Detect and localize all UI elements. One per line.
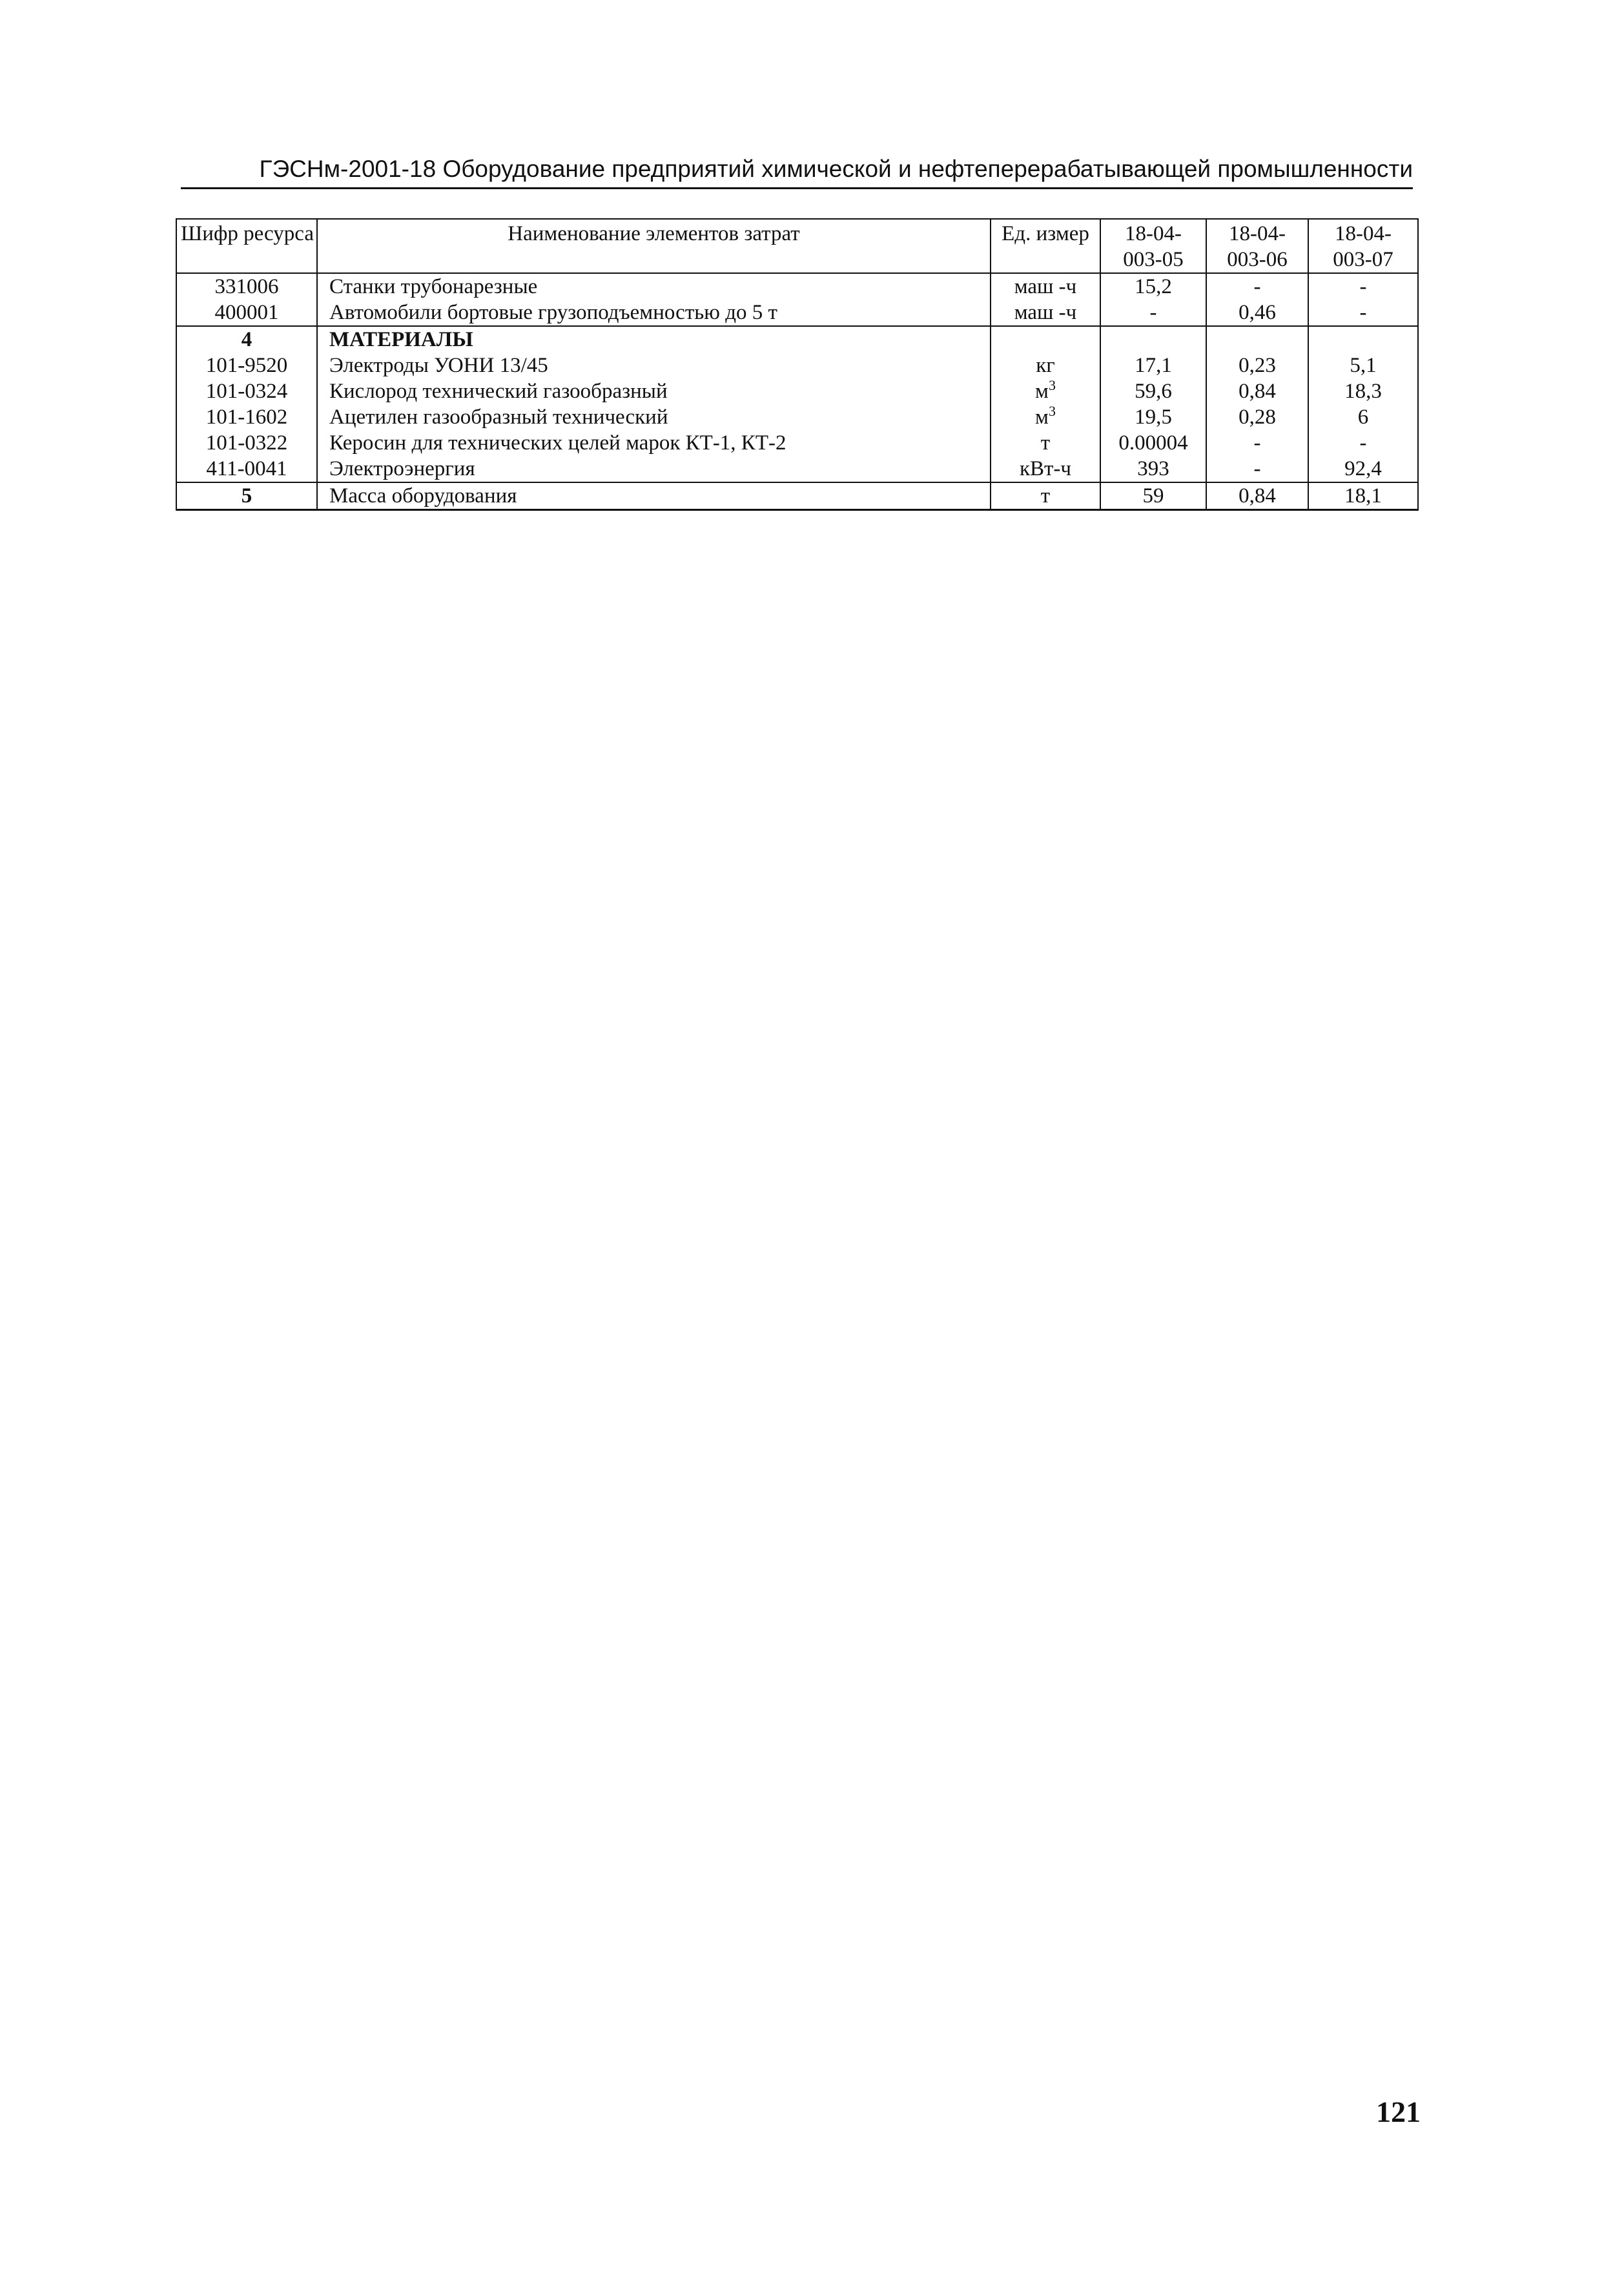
row-code: 331006 [176, 273, 317, 300]
page-number: 121 [1376, 2095, 1421, 2128]
row-name: Кислород технический газообразный [317, 378, 991, 404]
row-unit: т [991, 430, 1100, 456]
row-unit [991, 404, 1100, 430]
page-header-title: ГЭСНм-2001-18 Оборудование предприятий химической и нефтеперерабатывающей промышленности [259, 156, 1413, 182]
table-row [176, 404, 1418, 430]
row-value-003-06: 0,46 [1206, 300, 1308, 326]
column-header-c1-line2: 003-05 [1123, 248, 1184, 271]
row-value-003-07: 18,3 [1308, 378, 1418, 404]
row-value-003-06: - [1206, 430, 1308, 456]
row-name: Автомобили бортовые грузоподъемностью до 5 т [317, 300, 991, 326]
column-header-unit: Ед. измер [991, 219, 1100, 273]
row-value-003-07 [1308, 326, 1418, 353]
row-unit: кг [991, 353, 1100, 378]
header-rule [181, 187, 1413, 189]
column-header-code: Шифр ресурса [176, 219, 317, 273]
section-title: МАТЕРИАЛЫ [317, 326, 991, 353]
row-code: 101-9520 [176, 353, 317, 378]
section-header-row [176, 326, 1418, 353]
column-header-18-04-003-06 [1206, 219, 1308, 273]
row-value-003-06 [1206, 326, 1308, 353]
row-value-003-07: 18,1 [1308, 482, 1418, 510]
row-unit: кВт-ч [991, 456, 1100, 482]
section-code: 4 [176, 326, 317, 353]
column-header-c3-line2: 003-07 [1333, 248, 1393, 271]
row-value-003-05: 17,1 [1100, 353, 1206, 378]
row-code: 101-0324 [176, 378, 317, 404]
column-header-c2-line2: 003-06 [1227, 248, 1288, 271]
row-code: 101-1602 [176, 404, 317, 430]
row-value-003-07: 92,4 [1308, 456, 1418, 482]
row-name: Электроды УОНИ 13/45 [317, 353, 991, 378]
row-code: 411-0041 [176, 456, 317, 482]
row-value-003-05: 393 [1100, 456, 1206, 482]
row-value-003-05: 15,2 [1100, 273, 1206, 300]
row-value-003-05 [1100, 326, 1206, 353]
row-name: Масса оборудования [317, 482, 991, 510]
row-unit: маш -ч [991, 300, 1100, 326]
column-header-18-04-003-05 [1100, 219, 1206, 273]
row-value-003-06: 0,84 [1206, 378, 1308, 404]
resource-table [176, 218, 1419, 511]
row-value-003-06: - [1206, 273, 1308, 300]
row-value-003-05: 59 [1100, 482, 1206, 510]
row-value-003-05: 59,6 [1100, 378, 1206, 404]
row-value-003-06: 0,84 [1206, 482, 1308, 510]
unit-text: м [1035, 406, 1049, 429]
resource-table-container [176, 218, 1417, 511]
column-header-c3-line1: 18-04- [1335, 222, 1392, 245]
row-value-003-05: - [1100, 300, 1206, 326]
row-name: Станки трубонарезные [317, 273, 991, 300]
row-code: 101-0322 [176, 430, 317, 456]
row-value-003-06: - [1206, 456, 1308, 482]
row-value-003-07: - [1308, 300, 1418, 326]
row-value-003-06: 0,23 [1206, 353, 1308, 378]
row-name: Электроэнергия [317, 456, 991, 482]
section-code: 5 [176, 482, 317, 510]
row-value-003-07: - [1308, 273, 1418, 300]
unit-superscript: 3 [1048, 404, 1056, 419]
row-unit [991, 378, 1100, 404]
row-name: Керосин для технических целей марок КТ-1, КТ-2 [317, 430, 991, 456]
row-unit: т [991, 482, 1100, 510]
table-row [176, 456, 1418, 482]
row-value-003-06: 0,28 [1206, 404, 1308, 430]
table-row [176, 300, 1418, 326]
column-header-c2-line1: 18-04- [1229, 222, 1286, 245]
row-value-003-05: 0.00004 [1100, 430, 1206, 456]
row-value-003-05: 19,5 [1100, 404, 1206, 430]
row-name: Ацетилен газообразный технический [317, 404, 991, 430]
table-row [176, 273, 1418, 300]
column-header-c1-line1: 18-04- [1125, 222, 1182, 245]
row-code: 400001 [176, 300, 317, 326]
row-value-003-07: 6 [1308, 404, 1418, 430]
row-unit: маш -ч [991, 273, 1100, 300]
column-header-name: Наименование элементов затрат [317, 219, 991, 273]
section-header-row [176, 482, 1418, 510]
table-header-row [176, 219, 1418, 273]
table-row [176, 430, 1418, 456]
column-header-18-04-003-07 [1308, 219, 1418, 273]
row-unit [991, 326, 1100, 353]
table-row [176, 353, 1418, 378]
unit-text: м [1035, 380, 1049, 403]
row-value-003-07: - [1308, 430, 1418, 456]
table-row [176, 378, 1418, 404]
row-value-003-07: 5,1 [1308, 353, 1418, 378]
unit-superscript: 3 [1048, 378, 1056, 393]
